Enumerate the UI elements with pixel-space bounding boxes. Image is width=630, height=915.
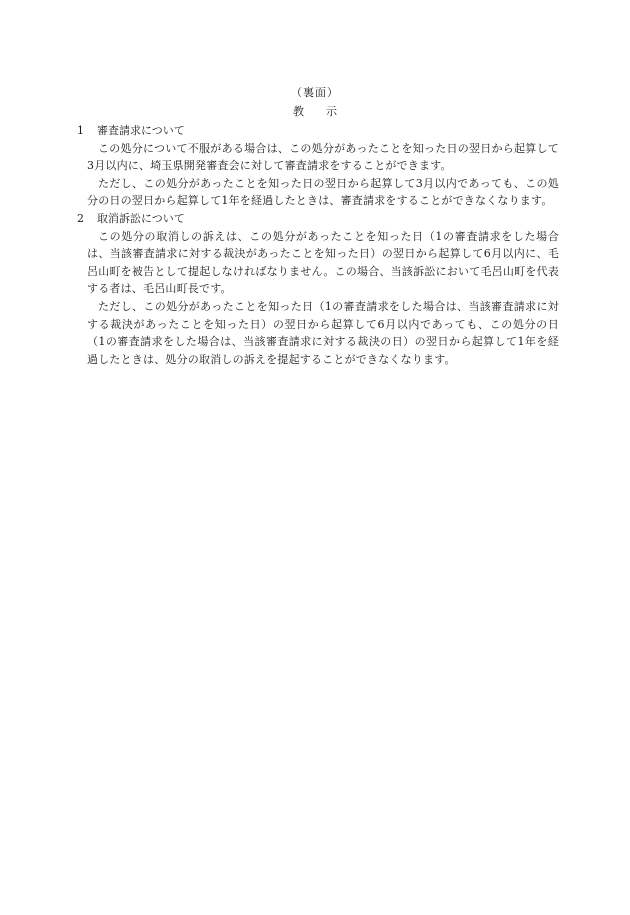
section-heading (77, 122, 559, 140)
section-appeal (77, 122, 559, 210)
page-side-note: （裏面） (291, 86, 339, 99)
document-body (77, 122, 559, 368)
paragraph: ただし、この処分があったことを知った日（1の審査請求をした場合は、当該審査請求に対する裁決があったことを知った日）の翌日から起算して6月以内であっても、この処分の日（1の審査請求をした場合は、当該審査請求に対する裁決の日）の翌日から起算して1年を経過したときは、処分の取消しの訴えを提起することができなくなります。 (87, 299, 559, 366)
paragraph: この処分について不服がある場合は、この処分があったことを知った日の翌日から起算して3月以内に、埼玉県開発審査会に対して審査請求をすることができます。 (87, 141, 559, 173)
section-number: 2 (77, 211, 84, 225)
section-heading-text: 取消訴訟について (97, 211, 185, 225)
section-heading (77, 210, 559, 228)
page-title: 教 示 (293, 105, 337, 118)
section-lawsuit (77, 210, 559, 368)
paragraph: ただし、この処分があったことを知った日の翌日から起算して3月以内であっても、この処分の日の翌日から起算して1年を経過したときは、審査請求をすることができなくなります。 (87, 176, 559, 208)
paragraph: この処分の取消しの訴えは、この処分があったことを知った日（1の審査請求をした場合は、当該審査請求に対する裁決があったことを知った日）の翌日から起算して6月以内に、毛呂山町を被告として提起しなければなりません。この場合、当該訴訟において毛呂山町を代表する者は、毛呂山町長です。 (87, 229, 559, 296)
section-heading-text: 審査請求について (97, 124, 185, 137)
section-number: 1 (77, 124, 84, 137)
